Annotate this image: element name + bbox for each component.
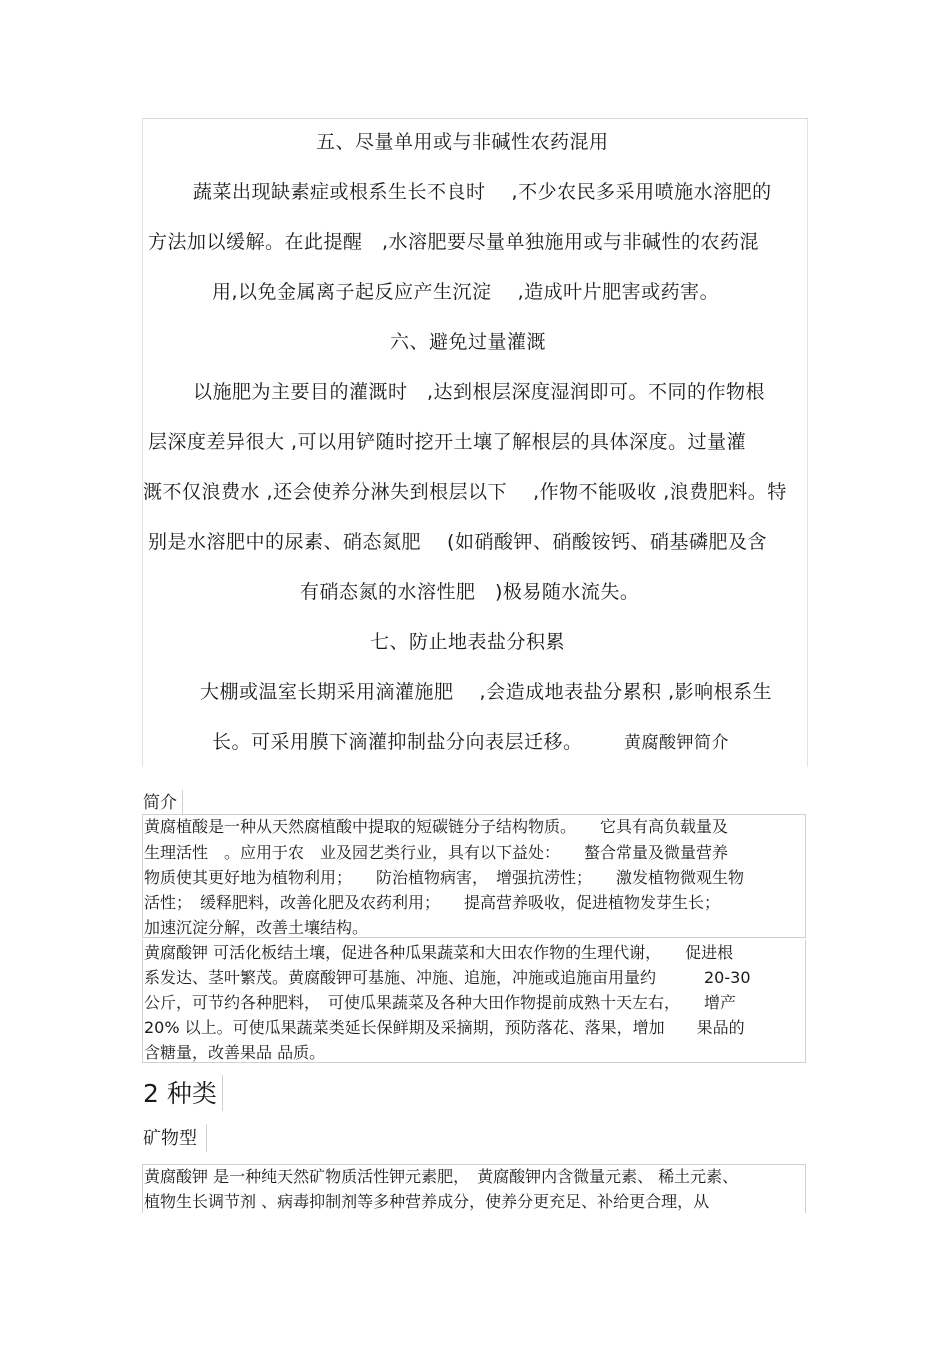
section5-line-2: 方法加以缓解。在此提醒 ,水溶肥要尽量单独施用或与非碱性的农药混	[148, 231, 760, 253]
types-heading: 2 种类	[143, 1079, 217, 1108]
section6-line-4: 别是水溶肥中的尿素、硝态氮肥 (如硝酸钾、硝酸铵钙、硝基磷肥及含	[148, 531, 767, 553]
section7-line-2: 长。可采用膜下滴灌抑制盐分向表层迁移。	[212, 731, 583, 753]
section6-heading: 六、避免过量灌溉	[390, 331, 547, 353]
types-line-1: 黄腐酸钾 是一种纯天然矿物质活性钾元素肥， 黄腐酸钾内含微量元素、 稀土元素、	[144, 1167, 739, 1186]
section6-line-5: 有硝态氮的水溶性肥 )极易随水流失。	[300, 581, 640, 603]
intro-para1-line-3: 物质使其更好地为植物利用； 防治植物病害， 增强抗涝性； 激发植物微观生物	[144, 868, 745, 887]
section6-line-1: 以施肥为主要目的灌溉时 ,达到根层深度湿润即可。不同的作物根	[193, 381, 766, 403]
section5-line-1: 蔬菜出现缺素症或根系生长不良时 ,不少农民多采用喷施水溶肥的	[193, 181, 772, 203]
section5-heading: 五、尽量单用或与非碱性农药混用	[316, 131, 609, 153]
section6-line-2: 层深度差异很大 ,可以用铲随时挖开土壤了解根层的具体深度。过量灌	[148, 431, 747, 453]
section5-line-3: 用,以免金属离子起反应产生沉淀 ,造成叶片肥害或药害。	[212, 281, 720, 303]
intro-para2-line-5: 含糖量，改善果品 品质。	[144, 1043, 326, 1062]
intro-para1-line-4: 活性； 缓释肥料，改善化肥及农药利用； 提高营养吸收，促进植物发芽生长；	[144, 893, 721, 912]
intro-para2-line-1: 黄腐酸钾 可活化板结土壤，促进各种瓜果蔬菜和大田农作物的生理代谢， 促进根	[144, 943, 734, 962]
section7-line-3: 黄腐酸钾简介	[624, 733, 729, 753]
intro-para2-line-4: 20% 以上。可使瓜果蔬菜类延长保鲜期及采摘期，预防落花、落果，增加 果品的	[144, 1018, 745, 1037]
intro-heading: 简介	[143, 793, 177, 813]
section6-line-3: 溉不仅浪费水 ,还会使养分淋失到根层以下 ,作物不能吸收 ,浪费肥料。特	[143, 481, 787, 503]
intro-para1-line-5: 加速沉淀分解，改善土壤结构。	[144, 918, 369, 937]
types-line-2: 植物生长调节剂 、病毒抑制剂等多种营养成分，使养分更充足、补给更合理，从	[144, 1192, 710, 1211]
section7-line-1: 大棚或温室长期采用滴灌施肥 ,会造成地表盐分累积 ,影响根系生	[200, 681, 773, 703]
intro-para2-line-2: 系发达、茎叶繁茂。黄腐酸钾可基施、冲施、追施，冲施或追施亩用量约 20-30	[144, 968, 751, 987]
intro-para1-line-1: 黄腐植酸是一种从天然腐植酸中提取的短碳链分子结构物质。 它具有高负载量及	[144, 817, 729, 836]
intro-para2-line-3: 公斤，可节约各种肥料， 可使瓜果蔬菜及各种大田作物提前成熟十天左右， 增产	[144, 993, 737, 1012]
intro-para1-line-2: 生理活性 。应用于农 业及园艺类行业，具有以下益处： 螯合常量及微量营养	[144, 843, 729, 862]
types-subheading: 矿物型	[143, 1128, 197, 1149]
section7-heading: 七、防止地表盐分积累	[370, 631, 566, 653]
